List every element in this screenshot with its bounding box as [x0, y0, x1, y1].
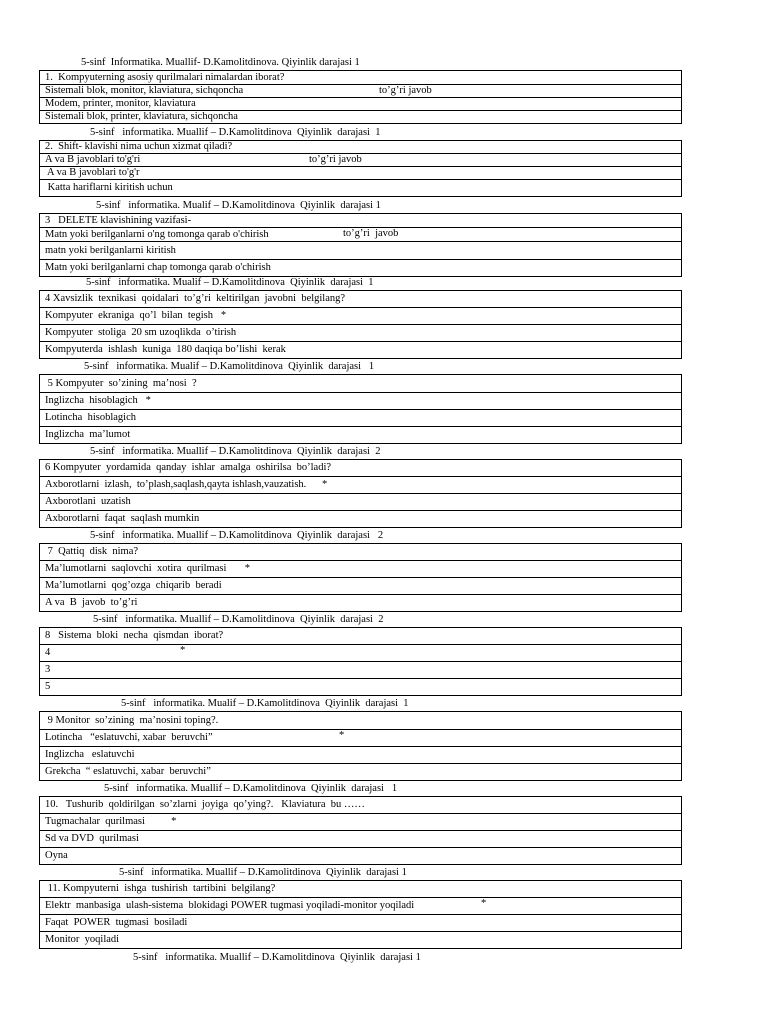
answer-option [40, 308, 682, 325]
correct-answer-mark: * [180, 645, 186, 656]
answer-option-row [40, 325, 682, 342]
answer-option-text: Monitor yoqiladi [45, 934, 120, 945]
answer-option [40, 98, 682, 111]
question-table [39, 543, 682, 612]
answer-option-row [40, 645, 682, 662]
answer-option [40, 932, 682, 949]
question-row [40, 141, 682, 154]
question-row [40, 881, 682, 898]
question-row [40, 214, 682, 228]
answer-option-text: Matn yoki berilganlarni o'ng tomonga qarab o'chirish [45, 228, 269, 240]
answer-option-row [40, 595, 682, 612]
answer-option-text: Inglizcha eslatuvchi [45, 749, 135, 760]
answer-option-text: A va B javoblari to'g'r [45, 167, 140, 178]
question-row [40, 544, 682, 561]
question-table [39, 213, 682, 277]
answer-option-row [40, 167, 682, 180]
section-header: 5-sinf informatika. Mualif – D.Kamolitdinova Qiyinlik darajasi 1 [86, 277, 374, 288]
question-text: 8 Sistema bloki necha qismdan iborat? [40, 628, 682, 645]
answer-option-text: 4 [45, 647, 51, 658]
answer-option [40, 410, 682, 427]
answer-option-text: Ma’lumotlarni qog’ozga chiqarib beradi [45, 580, 222, 591]
answer-option-row [40, 242, 682, 260]
section-header: 5-sinf informatika. Mualif – D.Kamolitdinova Qiyinlik darajasi 1 [96, 200, 381, 211]
correct-answer-mark: to’g’ri javob [379, 85, 432, 96]
section-header: 5-sinf informatika. Mualif – D.Kamolitdinova Qiyinlik darajasi 1 [84, 361, 375, 372]
answer-option-text: Matn yoki berilganlarni chap tomonga qarab o'chirish [45, 262, 271, 273]
answer-option-text: 5 [45, 681, 51, 692]
question-row [40, 71, 682, 85]
answer-option [40, 427, 682, 444]
answer-option [40, 494, 682, 511]
section-header: 5-sinf informatika. Muallif – D.Kamolitdinova Qiyinlik darajasi 2 [90, 530, 384, 541]
answer-option-text: Ma’lumotlarni saqlovchi xotira qurilmasi * [45, 563, 251, 574]
question-table [39, 374, 682, 444]
answer-option-row [40, 228, 682, 242]
answer-option [40, 578, 682, 595]
answer-option [40, 154, 682, 167]
question-text: 5 Kompyuter so’zining ma’nosi ? [40, 375, 682, 393]
answer-option-row [40, 342, 682, 359]
question-text: 2. Shift- klavishi nima uchun xizmat qiladi? [40, 141, 682, 154]
answer-option [40, 898, 682, 915]
answer-option [40, 180, 682, 197]
answer-option-row [40, 915, 682, 932]
correct-answer-mark: * [481, 898, 487, 909]
answer-option-row [40, 427, 682, 444]
question-row [40, 375, 682, 393]
answer-option-text: Katta hariflarni kiritish uchun [45, 182, 173, 193]
answer-option-text: Sistemali blok, monitor, klaviatura, sichqoncha [45, 85, 244, 96]
question-table [39, 459, 682, 528]
answer-option-row [40, 848, 682, 865]
answer-option [40, 561, 682, 578]
question-text: 9 Monitor so’zining ma’nosini toping?. [40, 712, 682, 730]
answer-option-text: Sd va DVD qurilmasi [45, 833, 139, 844]
answer-option-text: Lotincha hisoblagich [45, 412, 136, 423]
question-table [39, 140, 682, 197]
section-header: 5-sinf informatika. Muallif – D.Kamolitdinova Qiyinlik darajasi 2 [93, 614, 384, 625]
question-table [39, 796, 682, 865]
answer-option-text: Elektr manbasiga ulash-sistema blokidagi POWER tugmasi yoqiladi-monitor yoqiladi [45, 900, 415, 911]
section-header: 5-sinf informatika. Muallif – D.Kamolitdinova Qiyinlik darajasi 1 [133, 952, 421, 963]
answer-option [40, 511, 682, 528]
answer-option-row [40, 410, 682, 427]
answer-option-row [40, 85, 682, 98]
answer-option [40, 595, 682, 612]
answer-option [40, 915, 682, 932]
section-header: 5-sinf Informatika. Muallif- D.Kamolitdinova. Qiyinlik darajasi 1 [81, 57, 360, 68]
section-header: 5-sinf informatika. Muallif – D.Kamolitdinova Qiyinlik darajasi 1 [90, 127, 381, 138]
answer-option-row [40, 898, 682, 915]
answer-option-row [40, 814, 682, 831]
question-table [39, 70, 682, 124]
question-row [40, 460, 682, 477]
answer-option-text: Inglizcha ma’lumot [45, 429, 131, 440]
section-header: 5-sinf informatika. Muallif – D.Kamolitdinova Qiyinlik darajasi 1 [104, 783, 398, 794]
answer-option-text: Grekcha “ eslatuvchi, xabar beruvchi” [45, 766, 211, 777]
answer-option [40, 111, 682, 124]
answer-option-text: Axborotlani uzatish [45, 496, 131, 507]
question-text: 4 Xavsizlik texnikasi qoidalari to’g’ri keltirilgan javobni belgilang? [40, 291, 682, 308]
correct-answer-mark: to’g’ri javob [343, 228, 399, 239]
answer-option-text: Lotincha “eslatuvchi, xabar beruvchi” [45, 732, 213, 743]
answer-option [40, 645, 682, 662]
question-text: 7 Qattiq disk nima? [40, 544, 682, 561]
answer-option [40, 342, 682, 359]
answer-option-row [40, 831, 682, 848]
answer-option-text: Kompyuter ekraniga qo’l bilan tegish * [45, 310, 227, 321]
correct-answer-mark: * [339, 730, 345, 741]
answer-option-row [40, 578, 682, 595]
answer-option-row [40, 260, 682, 277]
answer-option-row [40, 747, 682, 764]
section-header: 5-sinf informatika. Muallif – D.Kamolitdinova Qiyinlik darajasi 2 [90, 446, 381, 457]
answer-option-text: Axborotlarni izlash, to’plash,saqlash,qayta ishlash,vauzatish. * [45, 479, 328, 490]
answer-option [40, 848, 682, 865]
question-text: 1. Kompyuterning asosiy qurilmalari nimalardan iborat? [40, 71, 682, 85]
answer-option [40, 814, 682, 831]
answer-option [40, 477, 682, 494]
answer-option-row [40, 111, 682, 124]
answer-option-text: Sistemali blok, printer, klaviatura, sichqoncha [45, 111, 238, 122]
question-row [40, 712, 682, 730]
answer-option-row [40, 393, 682, 410]
answer-option-row [40, 932, 682, 949]
answer-option [40, 831, 682, 848]
answer-option-text: Inglizcha hisoblagich * [45, 395, 151, 406]
answer-option-row [40, 561, 682, 578]
answer-option-text: A va B javoblari to'g'ri [45, 154, 141, 165]
section-header: 5-sinf informatika. Mualif – D.Kamolitdinova Qiyinlik darajasi 1 [121, 698, 409, 709]
question-text: 10. Tushurib qoldirilgan so’zlarni joyiga qo’ying?. Klaviatura bu …… [40, 797, 682, 814]
answer-option-row [40, 730, 682, 747]
question-table [39, 290, 682, 359]
correct-answer-mark: to’g’ri javob [309, 154, 362, 165]
answer-option-text: Kompyuter stoliga 20 sm uzoqlikda o’tirish [45, 327, 237, 338]
answer-option [40, 662, 682, 679]
answer-option-text: Kompyuterda ishlash kuniga 180 daqiqa bo’lishi kerak [45, 344, 286, 355]
section-header: 5-sinf informatika. Muallif – D.Kamolitdinova Qiyinlik darajasi 1 [119, 867, 407, 878]
answer-option-row [40, 98, 682, 111]
answer-option [40, 167, 682, 180]
question-text: 3 DELETE klavishining vazifasi- [40, 214, 682, 228]
question-row [40, 628, 682, 645]
answer-option-row [40, 764, 682, 781]
answer-option [40, 85, 682, 98]
answer-option-text: Modem, printer, monitor, klaviatura [45, 98, 196, 109]
answer-option [40, 260, 682, 277]
answer-option-row [40, 679, 682, 696]
answer-option-text: Faqat POWER tugmasi bosiladi [45, 917, 188, 928]
answer-option-row [40, 494, 682, 511]
question-table [39, 880, 682, 949]
answer-option-text: Tugmachalar qurilmasi * [45, 816, 177, 827]
answer-option-text: 3 [45, 664, 51, 675]
answer-option-text: Oyna [45, 850, 68, 861]
answer-option-text: matn yoki berilganlarni kiritish [45, 244, 176, 256]
question-row [40, 291, 682, 308]
answer-option-text: Axborotlarni faqat saqlash mumkin [45, 513, 200, 524]
answer-option-row [40, 154, 682, 167]
question-table [39, 627, 682, 696]
answer-option [40, 764, 682, 781]
answer-option-row [40, 308, 682, 325]
question-row [40, 797, 682, 814]
answer-option [40, 679, 682, 696]
answer-option [40, 242, 682, 260]
answer-option [40, 228, 682, 242]
answer-option-row [40, 662, 682, 679]
question-text: 11. Kompyuterni ishga tushirish tartibini belgilang? [40, 881, 682, 898]
question-text: 6 Kompyuter yordamida qanday ishlar amalga oshirilsa bo’ladi? [40, 460, 682, 477]
answer-option-row [40, 477, 682, 494]
answer-option-text: A va B javob to’g’ri [45, 597, 138, 608]
answer-option [40, 730, 682, 747]
answer-option [40, 747, 682, 764]
answer-option-row [40, 180, 682, 197]
answer-option [40, 393, 682, 410]
question-table [39, 711, 682, 781]
answer-option-row [40, 511, 682, 528]
answer-option [40, 325, 682, 342]
